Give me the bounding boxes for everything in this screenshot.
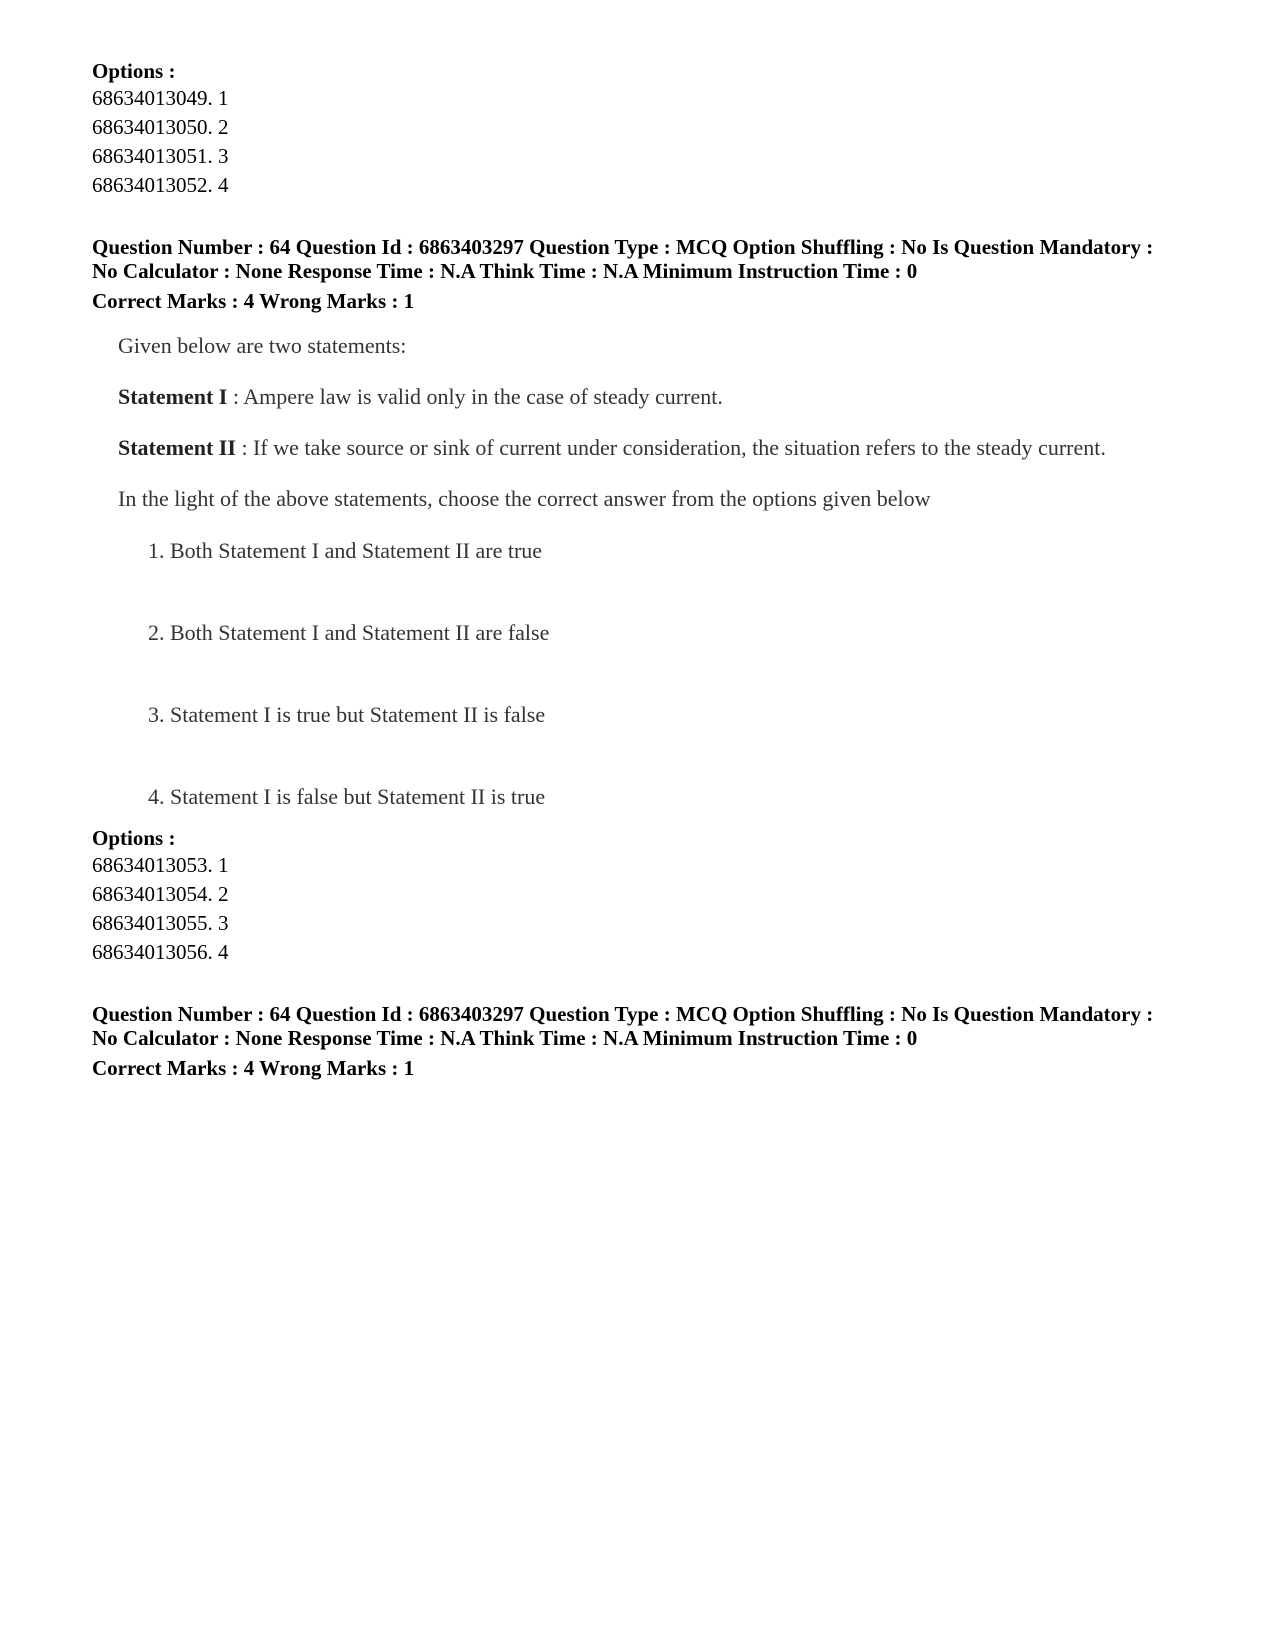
question-intro: Given below are two statements:: [118, 333, 407, 358]
prev-options-block: [92, 58, 1202, 200]
document-page: [92, 58, 1202, 1081]
question-meta-line2: No Calculator : None Response Time : N.A Think Time : N.A Minimum Instruction Time : 0: [92, 1026, 918, 1050]
question-instruction: In the light of the above statements, choose the correct answer from the options given below: [118, 486, 931, 511]
answer-choice: 2. Both Statement I and Statement II are false: [148, 620, 550, 645]
statement-1: [118, 383, 1202, 411]
statement-1-text: : Ampere law is valid only in the case of steady current.: [227, 384, 723, 409]
question-block: [92, 235, 1202, 811]
statement-1-label: Statement I: [118, 384, 228, 409]
next-question-block: [92, 1002, 1202, 1081]
option-item: 68634013052. 4: [92, 173, 229, 197]
option-item: 68634013055. 3: [92, 911, 229, 935]
question-marks: Correct Marks : 4 Wrong Marks : 1: [92, 289, 415, 313]
option-item: 68634013050. 2: [92, 115, 229, 139]
answer-choice: 4. Statement I is false but Statement II is true: [148, 784, 546, 809]
statement-2-label: Statement II: [118, 435, 236, 460]
option-item: 68634013053. 1: [92, 853, 229, 877]
question-meta-line2: No Calculator : None Response Time : N.A Think Time : N.A Minimum Instruction Time : 0: [92, 259, 918, 283]
option-item: 68634013056. 4: [92, 940, 229, 964]
option-item: 68634013054. 2: [92, 882, 229, 906]
options-heading: Options :: [92, 59, 176, 83]
option-item: 68634013049. 1: [92, 86, 229, 110]
statement-2-text: : If we take source or sink of current under consideration, the situation refers to the steady current.: [235, 435, 1106, 460]
question-meta-line1: Question Number : 64 Question Id : 6863403297 Question Type : MCQ Option Shuffling : No Is Question Mandatory :: [92, 235, 1154, 259]
answer-choice: 3. Statement I is true but Statement II is false: [148, 702, 546, 727]
question-body: [118, 332, 1202, 811]
question-meta-line1: Question Number : 64 Question Id : 6863403297 Question Type : MCQ Option Shuffling : No Is Question Mandatory :: [92, 1002, 1154, 1026]
options-heading: Options :: [92, 826, 176, 850]
answer-choice: 1. Both Statement I and Statement II are true: [148, 538, 543, 563]
option-item: 68634013051. 3: [92, 144, 229, 168]
statement-2: [118, 434, 1118, 462]
options-block: [92, 825, 1202, 967]
question-marks: Correct Marks : 4 Wrong Marks : 1: [92, 1056, 415, 1080]
